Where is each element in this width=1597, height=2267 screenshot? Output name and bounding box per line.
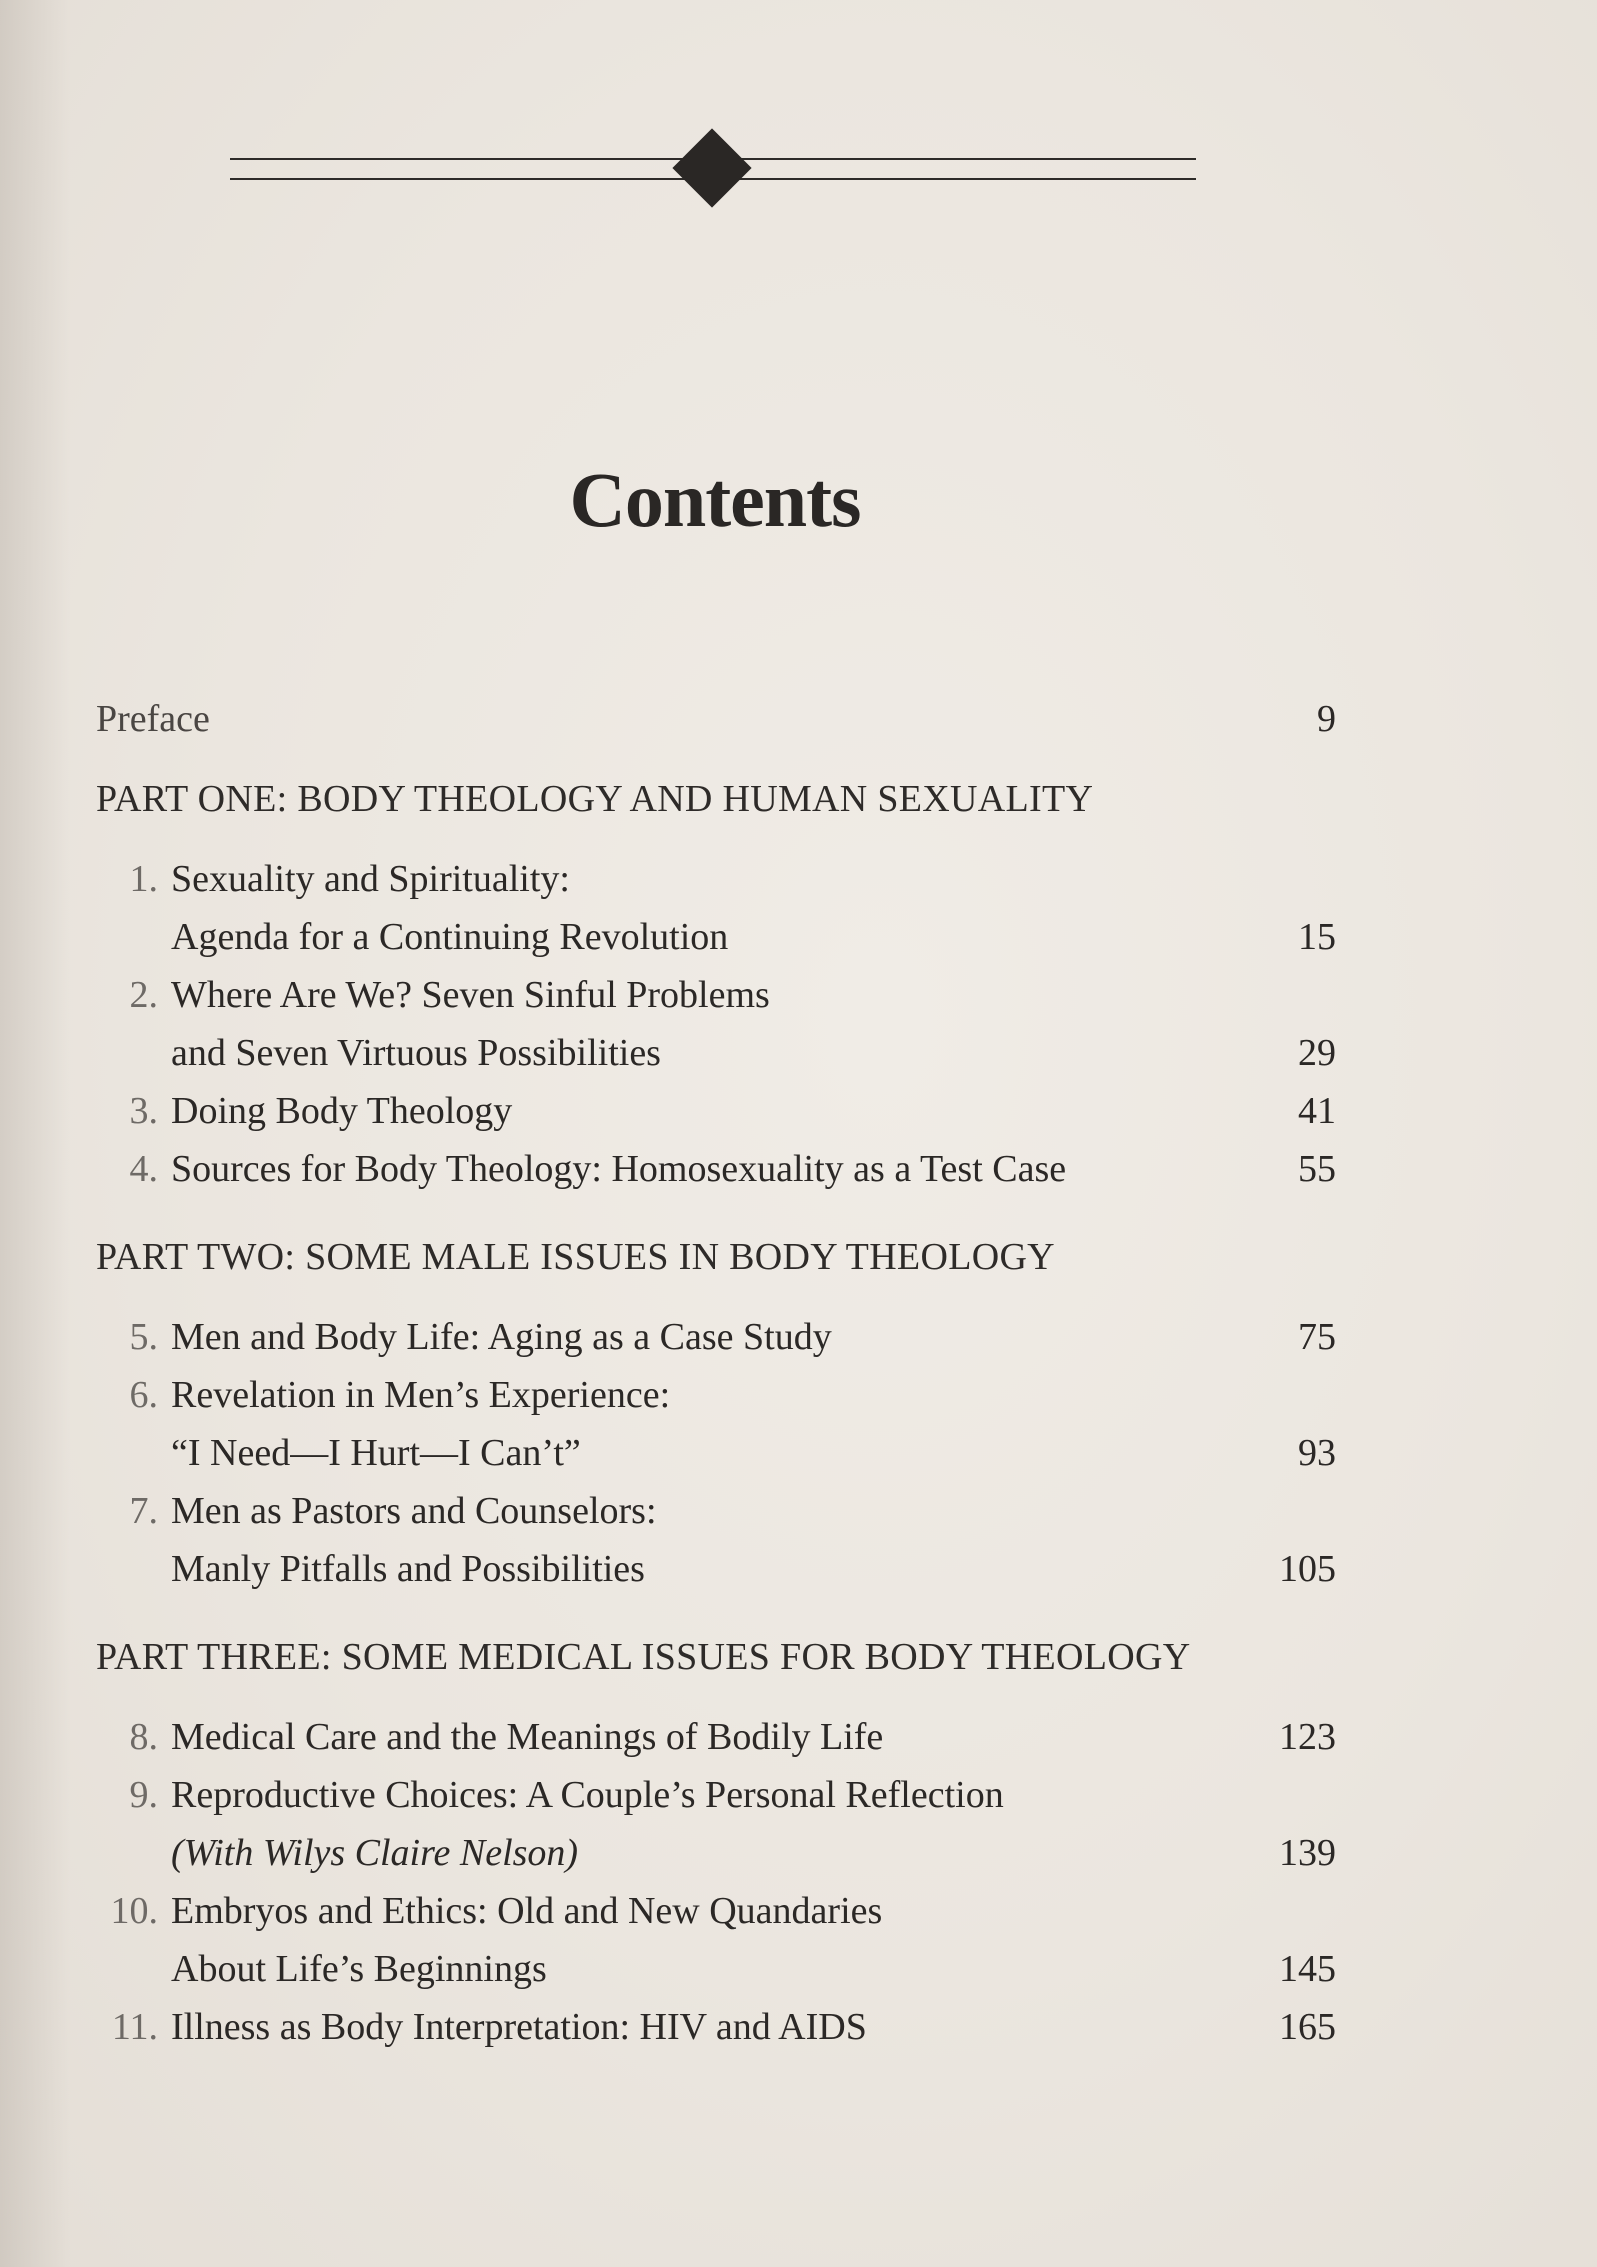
chapter-number: 5. bbox=[129, 1316, 158, 1358]
chapter-number: 9. bbox=[129, 1774, 158, 1816]
toc-entry-chapter-5 bbox=[96, 1308, 1336, 1366]
chapter-title-line: Reproductive Choices: A Couple’s Personal Reflection bbox=[171, 1774, 1004, 1816]
chapter-page-number: 15 bbox=[1298, 916, 1336, 958]
chapter-number: 7. bbox=[129, 1490, 158, 1532]
chapter-number: 3. bbox=[129, 1090, 158, 1132]
toc-entry-chapter-6 bbox=[96, 1366, 1336, 1424]
chapter-number: 11. bbox=[111, 2006, 158, 2048]
part-three-heading: PART THREE: SOME MEDICAL ISSUES FOR BODY THEOLOGY bbox=[96, 1636, 1191, 1678]
chapter-page-number: 145 bbox=[1279, 1948, 1336, 1990]
part-one-heading: PART ONE: BODY THEOLOGY AND HUMAN SEXUALITY bbox=[96, 778, 1094, 820]
part-two-heading: PART TWO: SOME MALE ISSUES IN BODY THEOLOGY bbox=[96, 1236, 1055, 1278]
chapter-title-line: About Life’s Beginnings bbox=[171, 1948, 547, 1990]
chapter-title-line: Embryos and Ethics: Old and New Quandaries bbox=[171, 1890, 883, 1932]
preface-page-number: 9 bbox=[1317, 698, 1336, 740]
chapter-title-line: Sexuality and Spirituality: bbox=[171, 858, 570, 900]
chapter-number: 2. bbox=[129, 974, 158, 1016]
chapter-title-line: “I Need—I Hurt—I Can’t” bbox=[171, 1432, 581, 1474]
page-title: Contents bbox=[569, 456, 861, 543]
chapter-title-line: Revelation in Men’s Experience: bbox=[171, 1374, 671, 1416]
chapter-page-number: 165 bbox=[1279, 2006, 1336, 2048]
chapter-coauthor-line: (With Wilys Claire Nelson) bbox=[171, 1832, 579, 1874]
chapter-title-line: Manly Pitfalls and Possibilities bbox=[171, 1548, 645, 1590]
chapter-number: 1. bbox=[129, 858, 158, 900]
toc-entry-chapter-2 bbox=[96, 966, 1336, 1024]
toc-entry-chapter-4 bbox=[96, 1140, 1336, 1198]
toc-entry-chapter-1 bbox=[96, 850, 1336, 908]
chapter-title-line: Men as Pastors and Counselors: bbox=[171, 1490, 657, 1532]
preface-label: Preface bbox=[96, 698, 210, 740]
chapter-page-number: 41 bbox=[1298, 1090, 1336, 1132]
toc-entry-chapter-6-cont bbox=[96, 1424, 1336, 1482]
chapter-page-number: 29 bbox=[1298, 1032, 1336, 1074]
toc-entry-chapter-3 bbox=[96, 1082, 1336, 1140]
toc-entry-chapter-10-cont bbox=[96, 1940, 1336, 1998]
chapter-title-line: Men and Body Life: Aging as a Case Study bbox=[171, 1316, 832, 1358]
toc-entry-chapter-7-cont bbox=[96, 1540, 1336, 1598]
spine-shadow bbox=[0, 0, 70, 2267]
chapter-number: 10. bbox=[110, 1890, 158, 1932]
chapter-title-line: Sources for Body Theology: Homosexuality as a Test Case bbox=[171, 1148, 1067, 1190]
toc-entry-chapter-7 bbox=[96, 1482, 1336, 1540]
chapter-title-line: Where Are We? Seven Sinful Problems bbox=[171, 974, 770, 1016]
chapter-page-number: 123 bbox=[1279, 1716, 1336, 1758]
header-ornament bbox=[230, 128, 1196, 212]
chapter-title-line: Medical Care and the Meanings of Bodily Life bbox=[171, 1716, 884, 1758]
chapter-page-number: 105 bbox=[1279, 1548, 1336, 1590]
chapter-title-line: Illness as Body Interpretation: HIV and AIDS bbox=[171, 2006, 867, 2048]
chapter-page-number: 93 bbox=[1298, 1432, 1336, 1474]
toc-entry-chapter-9-cont bbox=[96, 1824, 1336, 1882]
chapter-page-number: 139 bbox=[1279, 1832, 1336, 1874]
chapter-page-number: 75 bbox=[1298, 1316, 1336, 1358]
ornament-diamond-icon bbox=[672, 128, 751, 207]
chapter-number: 8. bbox=[129, 1716, 158, 1758]
chapter-number: 6. bbox=[129, 1374, 158, 1416]
chapter-title-line: and Seven Virtuous Possibilities bbox=[171, 1032, 661, 1074]
toc-entry-chapter-9 bbox=[96, 1766, 1336, 1824]
toc-entry-chapter-11 bbox=[96, 1998, 1336, 2056]
chapter-title-line: Doing Body Theology bbox=[171, 1090, 513, 1132]
chapter-title-line: Agenda for a Continuing Revolution bbox=[171, 916, 729, 958]
toc-entry-chapter-1-cont bbox=[96, 908, 1336, 966]
table-of-contents bbox=[96, 690, 1336, 2056]
toc-entry-chapter-8 bbox=[96, 1708, 1336, 1766]
toc-entry-chapter-2-cont bbox=[96, 1024, 1336, 1082]
toc-entry-chapter-10 bbox=[96, 1882, 1336, 1940]
toc-entry-preface bbox=[96, 690, 1336, 748]
chapter-number: 4. bbox=[129, 1148, 158, 1190]
chapter-page-number: 55 bbox=[1298, 1148, 1336, 1190]
